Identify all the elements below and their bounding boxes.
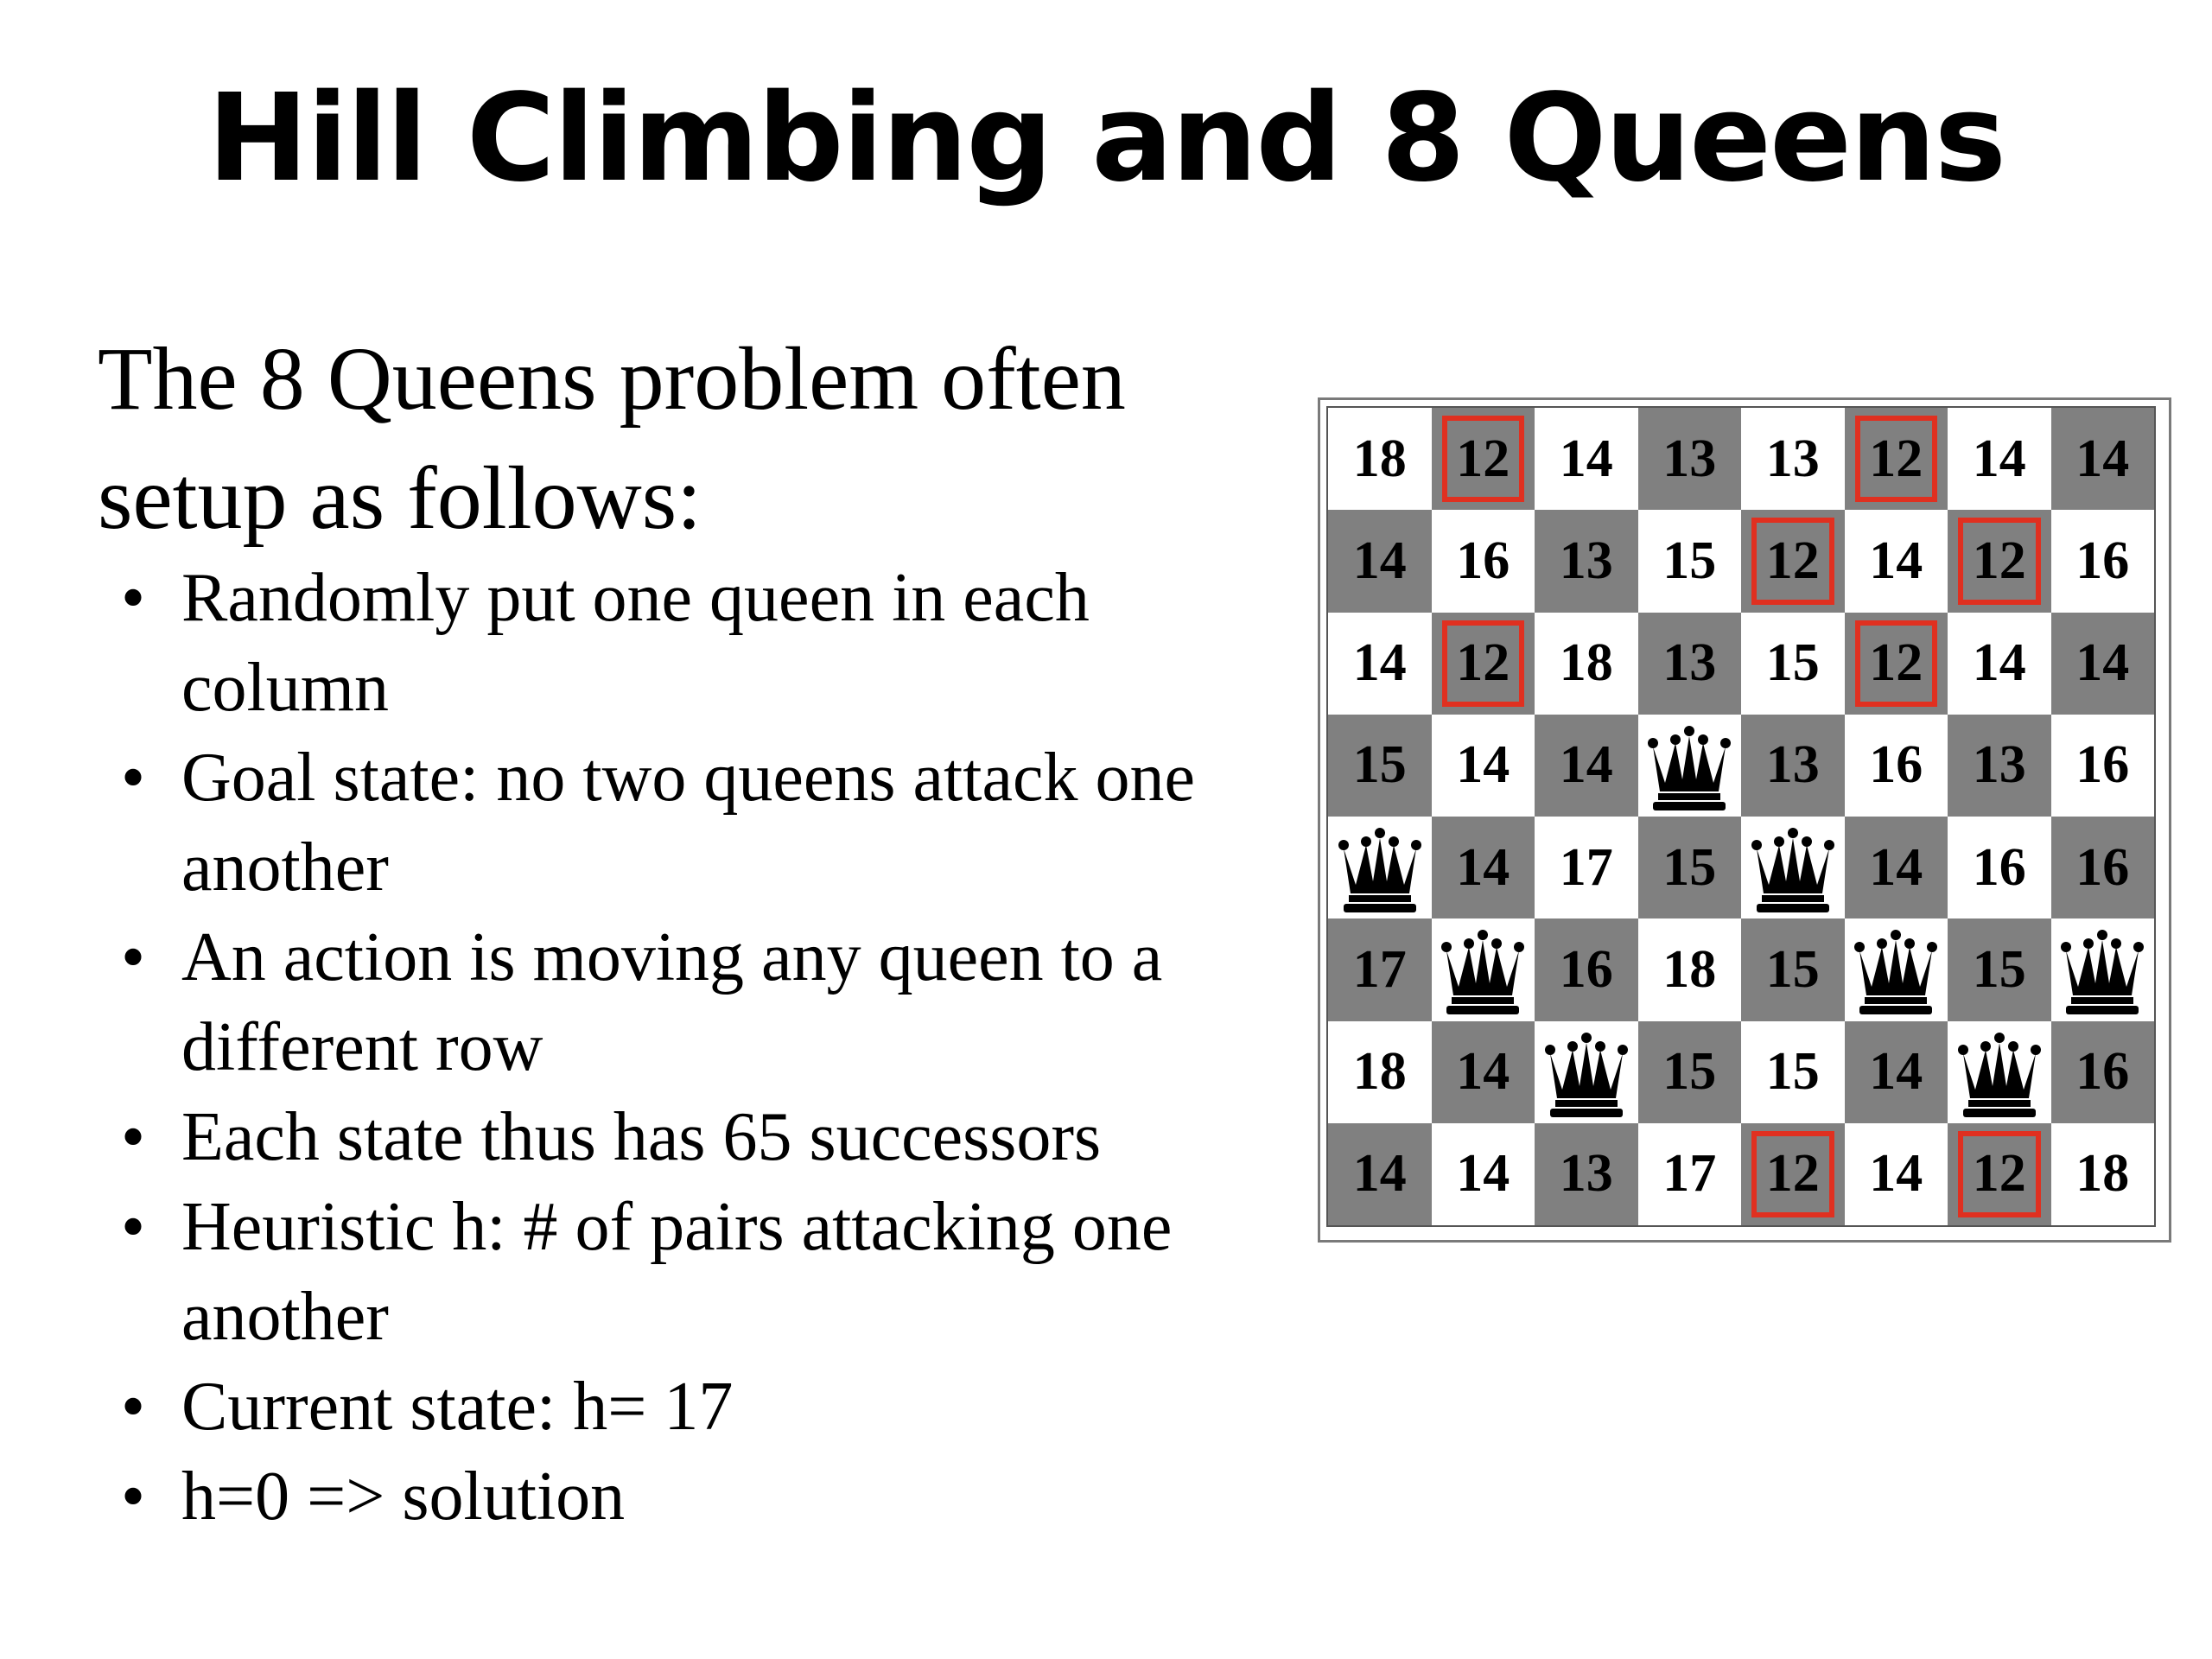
cell-heuristic-value: 13 <box>1765 429 1820 488</box>
board-cell <box>1328 408 1432 510</box>
board-cell <box>1845 1123 1948 1225</box>
board-cell <box>1328 1123 1432 1225</box>
cell-heuristic-value: 12 <box>1869 429 1923 488</box>
board-cell <box>1638 408 1742 510</box>
board-cell <box>1328 613 1432 715</box>
bullet-text: Heuristic h: # of pairs attacking one another <box>181 1189 1173 1355</box>
cell-heuristic-value: 16 <box>2075 735 2130 795</box>
cell-heuristic-value: 15 <box>1765 633 1820 693</box>
bullet-text: An action is moving any queen to a different row <box>181 919 1163 1085</box>
cell-heuristic-value: 14 <box>1972 429 2026 488</box>
cell-heuristic-value: 17 <box>1352 939 1407 999</box>
board-cell <box>1948 715 2051 817</box>
cell-heuristic-value: 14 <box>1352 531 1407 590</box>
board-cell-queen <box>1535 1021 1638 1123</box>
cell-heuristic-value: 15 <box>1972 939 2026 999</box>
bullet-item <box>98 1362 1290 1452</box>
cell-heuristic-value: 14 <box>1972 633 2026 693</box>
cell-heuristic-value: 13 <box>1765 735 1820 795</box>
board-cell <box>1845 1021 1948 1123</box>
board-cell <box>1535 918 1638 1020</box>
bullet-item <box>98 1092 1290 1182</box>
board-cell <box>2051 613 2155 715</box>
cell-heuristic-value: 18 <box>1352 429 1407 488</box>
cell-heuristic-value: 14 <box>2075 633 2130 693</box>
board-cell <box>2051 1123 2155 1225</box>
board-cell <box>1741 715 1845 817</box>
board-cell <box>2051 408 2155 510</box>
cell-heuristic-value: 12 <box>1869 633 1923 693</box>
board-cell <box>1328 510 1432 612</box>
intro-text: The 8 Queens problem often setup as follows: <box>98 329 1126 548</box>
cell-heuristic-value: 17 <box>1662 1144 1717 1204</box>
board-cell <box>2051 1021 2155 1123</box>
bullet-text: h=0 => solution <box>181 1459 626 1535</box>
cell-heuristic-value: 12 <box>1972 531 2026 590</box>
cell-heuristic-value: 14 <box>1869 531 1923 590</box>
board-cell <box>1535 510 1638 612</box>
board-cell <box>1741 408 1845 510</box>
board-cell <box>1638 510 1742 612</box>
board-cell-queen <box>1328 817 1432 918</box>
board-cell-best-move <box>1845 408 1948 510</box>
board-cell <box>1845 510 1948 612</box>
cell-heuristic-value: 12 <box>1972 1144 2026 1204</box>
bullet-item <box>98 1452 1290 1541</box>
bullet-dot: • <box>121 919 146 995</box>
queen-icon <box>1440 925 1526 1014</box>
cell-heuristic-value: 16 <box>1559 939 1613 999</box>
board-cell-best-move <box>1432 613 1535 715</box>
queen-icon <box>1853 925 1939 1014</box>
board-cell <box>1535 613 1638 715</box>
cell-heuristic-value: 18 <box>1662 939 1717 999</box>
board-cell <box>1845 817 1948 918</box>
cell-heuristic-value: 14 <box>2075 429 2130 488</box>
bullet-dot: • <box>121 1099 146 1175</box>
board-cell-best-move <box>1432 408 1535 510</box>
queen-icon <box>1337 823 1423 912</box>
board-cell <box>1741 1021 1845 1123</box>
board-cell-queen <box>1845 918 1948 1020</box>
bullet-item <box>98 912 1290 1092</box>
board-cell <box>2051 510 2155 612</box>
cell-heuristic-value: 15 <box>1662 1042 1717 1102</box>
board-cell <box>1535 817 1638 918</box>
cell-heuristic-value: 14 <box>1352 1144 1407 1204</box>
bullet-item <box>98 553 1290 733</box>
cell-heuristic-value: 16 <box>2075 837 2130 897</box>
queen-icon <box>2059 925 2145 1014</box>
board-cell <box>1328 715 1432 817</box>
board-cell <box>1638 1123 1742 1225</box>
board-cell-queen <box>2051 918 2155 1020</box>
board-cell-best-move <box>1741 510 1845 612</box>
cell-heuristic-value: 15 <box>1352 735 1407 795</box>
bullet-dot: • <box>121 560 146 636</box>
cell-heuristic-value: 16 <box>1869 735 1923 795</box>
cell-heuristic-value: 12 <box>1765 1144 1820 1204</box>
cell-heuristic-value: 16 <box>1456 531 1510 590</box>
cell-heuristic-value: 14 <box>1456 837 1510 897</box>
board-cell-queen <box>1638 715 1742 817</box>
board-cell <box>1741 613 1845 715</box>
board-cell <box>2051 715 2155 817</box>
cell-heuristic-value: 14 <box>1869 1144 1923 1204</box>
cell-heuristic-value: 17 <box>1559 837 1613 897</box>
bullet-item <box>98 733 1290 912</box>
board-cell-queen <box>1432 918 1535 1020</box>
bullet-text: Current state: h= 17 <box>181 1369 734 1445</box>
cell-heuristic-value: 15 <box>1765 939 1820 999</box>
cell-heuristic-value: 14 <box>1352 633 1407 693</box>
board-cell-best-move <box>1948 510 2051 612</box>
cell-heuristic-value: 14 <box>1559 735 1613 795</box>
cell-heuristic-value: 16 <box>1972 837 2026 897</box>
board-cell <box>1638 918 1742 1020</box>
board-cell <box>1535 408 1638 510</box>
board-cell <box>1535 715 1638 817</box>
cell-heuristic-value: 14 <box>1869 1042 1923 1102</box>
board-cell-best-move <box>1845 613 1948 715</box>
cell-heuristic-value: 14 <box>1456 1042 1510 1102</box>
bullet-dot: • <box>121 1459 146 1535</box>
cell-heuristic-value: 14 <box>1456 735 1510 795</box>
board-cell <box>1328 1021 1432 1123</box>
cell-heuristic-value: 15 <box>1662 531 1717 590</box>
board-cell <box>1948 817 2051 918</box>
cell-heuristic-value: 18 <box>1559 633 1613 693</box>
board-cell-best-move <box>1948 1123 2051 1225</box>
cell-heuristic-value: 14 <box>1456 1144 1510 1204</box>
bullet-dot: • <box>121 740 146 816</box>
board-cell <box>1432 817 1535 918</box>
bullet-dot: • <box>121 1189 146 1265</box>
board-cell-queen <box>1741 817 1845 918</box>
cell-heuristic-value: 18 <box>2075 1144 2130 1204</box>
chessboard <box>1326 406 2156 1227</box>
cell-heuristic-value: 13 <box>1559 1144 1613 1204</box>
board-cell <box>1948 408 2051 510</box>
board-cell <box>1328 918 1432 1020</box>
bullet-dot: • <box>121 1369 146 1445</box>
queen-icon <box>1646 721 1732 810</box>
cell-heuristic-value: 12 <box>1456 429 1510 488</box>
board-cell-queen <box>1948 1021 2051 1123</box>
queen-icon <box>1543 1027 1630 1117</box>
cell-heuristic-value: 13 <box>1662 429 1717 488</box>
cell-heuristic-value: 16 <box>2075 1042 2130 1102</box>
bullet-text: Each state thus has 65 successors <box>181 1099 1102 1175</box>
board-cell <box>1948 918 2051 1020</box>
board-cell <box>1432 1021 1535 1123</box>
board-cell <box>1638 1021 1742 1123</box>
cell-heuristic-value: 14 <box>1869 837 1923 897</box>
board-cell <box>2051 817 2155 918</box>
board-cell <box>1638 817 1742 918</box>
chessboard-frame <box>1318 397 2171 1243</box>
board-cell <box>1845 715 1948 817</box>
cell-heuristic-value: 14 <box>1559 429 1613 488</box>
cell-heuristic-value: 13 <box>1972 735 2026 795</box>
cell-heuristic-value: 15 <box>1765 1042 1820 1102</box>
cell-heuristic-value: 18 <box>1352 1042 1407 1102</box>
cell-heuristic-value: 13 <box>1559 531 1613 590</box>
cell-heuristic-value: 13 <box>1662 633 1717 693</box>
cell-heuristic-value: 12 <box>1765 531 1820 590</box>
board-cell <box>1535 1123 1638 1225</box>
cell-heuristic-value: 15 <box>1662 837 1717 897</box>
bullet-text: Goal state: no two queens attack one another <box>181 740 1195 906</box>
slide-title: Hill Climbing and 8 Queens <box>207 68 2005 209</box>
board-cell-best-move <box>1741 1123 1845 1225</box>
bullet-item <box>98 1182 1290 1362</box>
board-cell <box>1432 510 1535 612</box>
queen-icon <box>1750 823 1836 912</box>
board-cell <box>1741 918 1845 1020</box>
cell-heuristic-value: 16 <box>2075 531 2130 590</box>
board-cell <box>1432 715 1535 817</box>
bullet-list <box>98 553 1290 1541</box>
board-cell <box>1432 1123 1535 1225</box>
board-cell <box>1638 613 1742 715</box>
bullet-text: Randomly put one queen in each column <box>181 560 1090 726</box>
queen-icon <box>1956 1027 2043 1117</box>
board-cell <box>1948 613 2051 715</box>
cell-heuristic-value: 12 <box>1456 633 1510 693</box>
